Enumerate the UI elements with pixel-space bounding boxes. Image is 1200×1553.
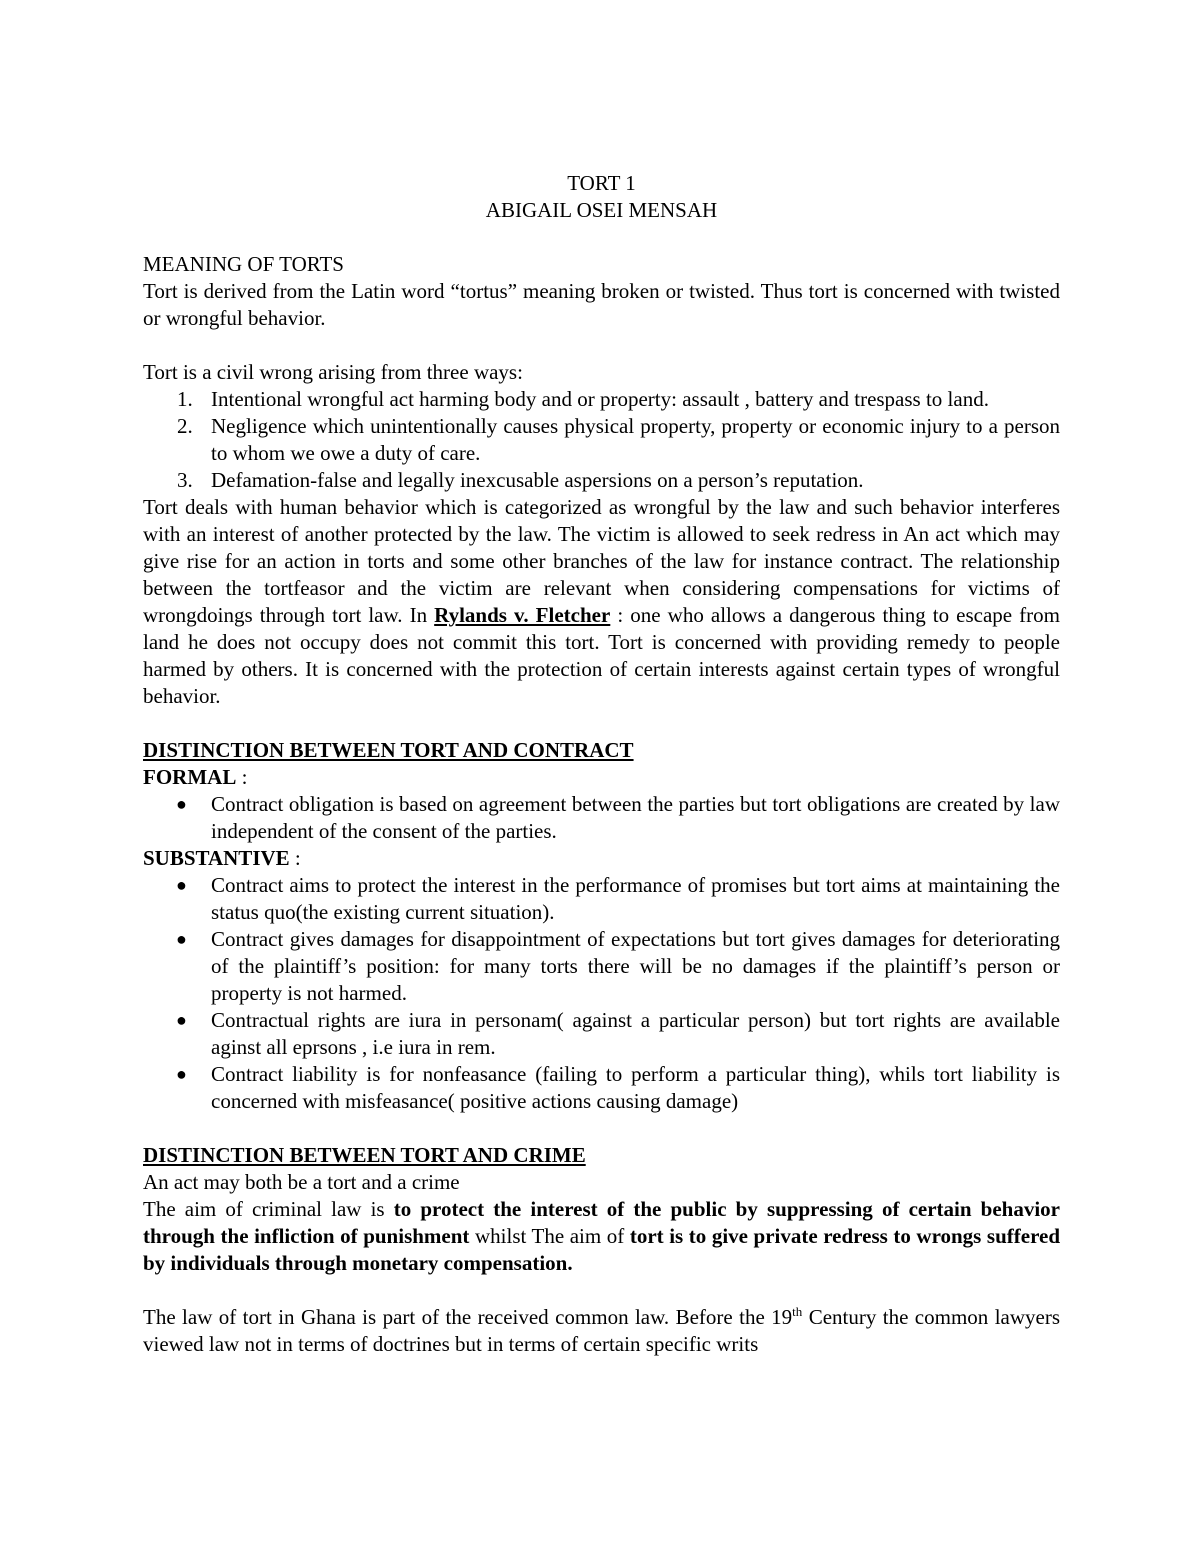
- bullet-icon: ●: [176, 875, 187, 895]
- list-item: [143, 791, 1060, 845]
- formal-label: FORMAL: [143, 765, 237, 789]
- list-item-text: Intentional wrongful act harming body and or property: assault , battery and trespass to land.: [211, 387, 989, 411]
- list-item-text: Contract gives damages for disappointment of expectations but tort gives damages for deteriorating of the plaintiff’s position: for many torts there will be no damages if the plaintiff’s person or property is not harmed.: [211, 927, 1060, 1005]
- list-item: [143, 1007, 1060, 1061]
- substantive-label: SUBSTANTIVE: [143, 846, 290, 870]
- substantive-subheading: [143, 845, 1060, 872]
- bullet-icon: ●: [176, 1010, 187, 1030]
- meaning-heading: MEANING OF TORTS: [143, 252, 344, 276]
- human-behavior-paragraph: [143, 494, 1060, 710]
- paragraph-text: The aim of criminal law is: [143, 1197, 394, 1221]
- bullet-icon: ●: [176, 929, 187, 949]
- list-number: 1.: [177, 387, 193, 411]
- ghana-paragraph: [143, 1304, 1060, 1358]
- list-item-text: Contract liability is for nonfeasance (failing to perform a particular thing), whils tort liability is concerned with misfeasance( positive actions causing damage): [211, 1062, 1060, 1113]
- list-item: [143, 386, 1060, 413]
- paragraph-text: Tort deals with human behavior which is categorized as wrongful by the law and such behavior interferes with an interest of another protected by the law. The victim is allowed to seek redress in An act which may give rise for an action in torts and some other branches of the law for instance contract. The relationship between the tortfeasor and the victim are relevant when considering compensations for victims of wrongdoings through tort law. In: [143, 495, 1060, 627]
- paragraph-text: whilst The aim of: [469, 1224, 630, 1248]
- document-body: [143, 170, 1060, 1358]
- crime-aim-paragraph: [143, 1196, 1060, 1277]
- list-item-text: Defamation-false and legally inexcusable aspersions on a person’s reputation.: [211, 468, 864, 492]
- list-item: [143, 1061, 1060, 1115]
- meaning-paragraph: Tort is derived from the Latin word “tortus” meaning broken or twisted. Thus tort is concerned with twisted or wrongful behavior.: [143, 279, 1060, 330]
- list-item: [143, 872, 1060, 926]
- formal-colon: :: [236, 765, 248, 789]
- bold-text: tort is to give private redress to wrongs suffered by individuals through monetary compensation.: [143, 1224, 1061, 1275]
- list-item-text: Contract obligation is based on agreement between the parties but tort obligations are created by law independent of the consent of the parties.: [211, 792, 1060, 843]
- ways-list: [143, 386, 1060, 494]
- list-item-text: Contract aims to protect the interest in the performance of promises but tort aims at maintaining the status quo(the existing current situation).: [211, 873, 1060, 924]
- formal-subheading: [143, 764, 1060, 791]
- list-number: 2.: [177, 414, 193, 438]
- crime-distinction-heading: DISTINCTION BETWEEN TORT AND CRIME: [143, 1143, 586, 1167]
- bold-text: to protect the interest of the public by suppressing of certain behavior through the infliction of punishment: [143, 1197, 1061, 1248]
- list-item-text: Negligence which unintentionally causes physical property, property or economic injury to a person to whom we owe a duty of care.: [211, 414, 1060, 465]
- paragraph-text: Century the common lawyers viewed law not in terms of doctrines but in terms of certain specific writs: [143, 1305, 1061, 1356]
- list-item: [143, 467, 1060, 494]
- spacer: [143, 1115, 1060, 1142]
- document-author: ABIGAIL OSEI MENSAH: [485, 198, 718, 222]
- crime-intro-line: An act may both be a tort and a crime: [143, 1170, 460, 1194]
- paragraph-text: The law of tort in Ghana is part of the received common law. Before the 19: [143, 1305, 793, 1329]
- substantive-points-list: [143, 872, 1060, 1115]
- spacer: [143, 224, 1060, 251]
- bullet-icon: ●: [176, 794, 187, 814]
- substantive-colon: :: [289, 846, 301, 870]
- document-title: TORT 1: [567, 171, 636, 195]
- spacer: [143, 332, 1060, 359]
- case-citation: Rylands v. Fletcher: [434, 603, 611, 627]
- list-item-text: Contractual rights are iura in personam( against a particular person) but tort rights are available aginst all eprsons , i.e iura in rem.: [211, 1008, 1060, 1059]
- list-item: [143, 413, 1060, 467]
- list-item: [143, 926, 1060, 1007]
- list-number: 3.: [177, 468, 193, 492]
- bullet-icon: ●: [176, 1064, 187, 1084]
- superscript: th: [792, 1304, 803, 1319]
- spacer: [143, 1277, 1060, 1304]
- spacer: [143, 710, 1060, 737]
- ways-intro: Tort is a civil wrong arising from three ways:: [143, 360, 523, 384]
- paragraph-text: : one who allows a dangerous thing to escape from land he does not occupy does not commit this tort. Tort is concerned with providing remedy to people harmed by others. It is concerned with the protection of certain interests against certain types of wrongful behavior.: [143, 603, 1060, 708]
- formal-points-list: [143, 791, 1060, 845]
- contract-distinction-heading: DISTINCTION BETWEEN TORT AND CONTRACT: [143, 738, 634, 762]
